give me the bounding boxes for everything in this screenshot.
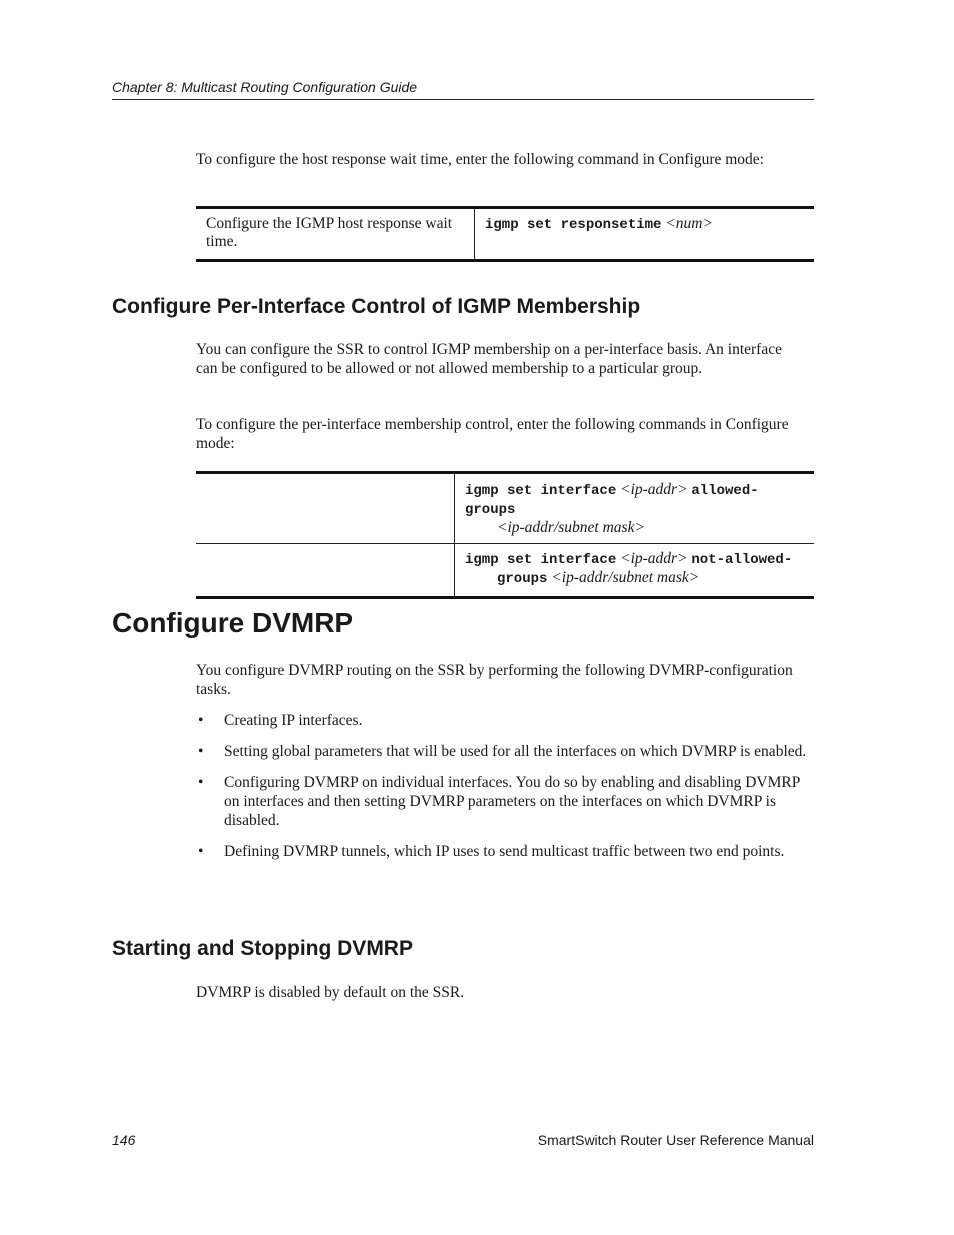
bullet-icon: • bbox=[198, 712, 204, 729]
membership-command-table bbox=[196, 471, 814, 599]
command-description bbox=[196, 544, 455, 598]
list-item-text: Configuring DVMRP on individual interfaces. You do so by enabling and disabling DVMRP on interfaces and then setting DVMRP parameters on the interfaces on which DVMRP is disabled. bbox=[224, 774, 800, 829]
list-item bbox=[196, 842, 816, 861]
list-item bbox=[196, 711, 816, 730]
page-number: 146 bbox=[112, 1132, 136, 1148]
command-description: Configure the IGMP host response wait time. bbox=[196, 208, 475, 261]
section-heading-per-interface: Configure Per-Interface Control of IGMP Membership bbox=[112, 295, 641, 318]
bullet-icon: • bbox=[198, 843, 204, 860]
list-item-text: Defining DVMRP tunnels, which IP uses to send multicast traffic between two end points. bbox=[224, 843, 785, 860]
section-heading-configure-dvmrp: Configure DVMRP bbox=[112, 607, 354, 638]
list-item-text: Setting global parameters that will be used for all the interfaces on which DVMRP is enabled. bbox=[224, 743, 807, 760]
bullet-icon: • bbox=[198, 743, 204, 760]
command-keyword: not-allowed- bbox=[691, 552, 793, 568]
dvmrp-task-list bbox=[196, 711, 816, 873]
intro-paragraph: To configure the host response wait time, enter the following command in Configure mode: bbox=[196, 151, 764, 168]
bullet-icon: • bbox=[198, 774, 204, 791]
manual-title: SmartSwitch Router User Reference Manual bbox=[537, 1132, 814, 1148]
list-item bbox=[196, 773, 816, 830]
per-interface-paragraph-1: You can configure the SSR to control IGMP membership on a per-interface basis. An interface can be configured to be allowed or not allowed membership to a particular group. bbox=[196, 341, 782, 377]
dvmrp-intro-paragraph: You configure DVMRP routing on the SSR by performing the following DVMRP-configuration tasks. bbox=[196, 662, 793, 698]
command-argument: <ip-addr> bbox=[620, 481, 688, 498]
command-keyword: igmp set interface bbox=[465, 483, 617, 499]
responsetime-command-table bbox=[196, 206, 814, 262]
command-argument: <num> bbox=[665, 215, 713, 232]
command-keyword: groups bbox=[497, 571, 548, 587]
per-interface-paragraph-2: To configure the per-interface membership control, enter the following commands in Configure mode: bbox=[196, 416, 789, 452]
command-syntax-allowed-groups bbox=[455, 473, 815, 544]
command-keyword: igmp set interface bbox=[465, 552, 617, 568]
command-keyword: igmp set responsetime bbox=[485, 217, 662, 233]
command-argument: <ip-addr/subnet mask> bbox=[551, 569, 700, 586]
command-keyword: allowed-groups bbox=[465, 483, 759, 518]
command-syntax-not-allowed-groups bbox=[455, 544, 815, 598]
section-heading-starting-stopping: Starting and Stopping DVMRP bbox=[112, 937, 413, 960]
command-description bbox=[196, 473, 455, 544]
starting-stopping-paragraph: DVMRP is disabled by default on the SSR. bbox=[196, 984, 465, 1001]
command-syntax bbox=[475, 208, 815, 261]
list-item-text: Creating IP interfaces. bbox=[224, 712, 363, 729]
list-item bbox=[196, 742, 816, 761]
command-argument: <ip-addr/subnet mask> bbox=[497, 519, 645, 536]
running-header: Chapter 8: Multicast Routing Configuration Guide bbox=[112, 79, 814, 100]
command-argument: <ip-addr> bbox=[620, 550, 688, 567]
